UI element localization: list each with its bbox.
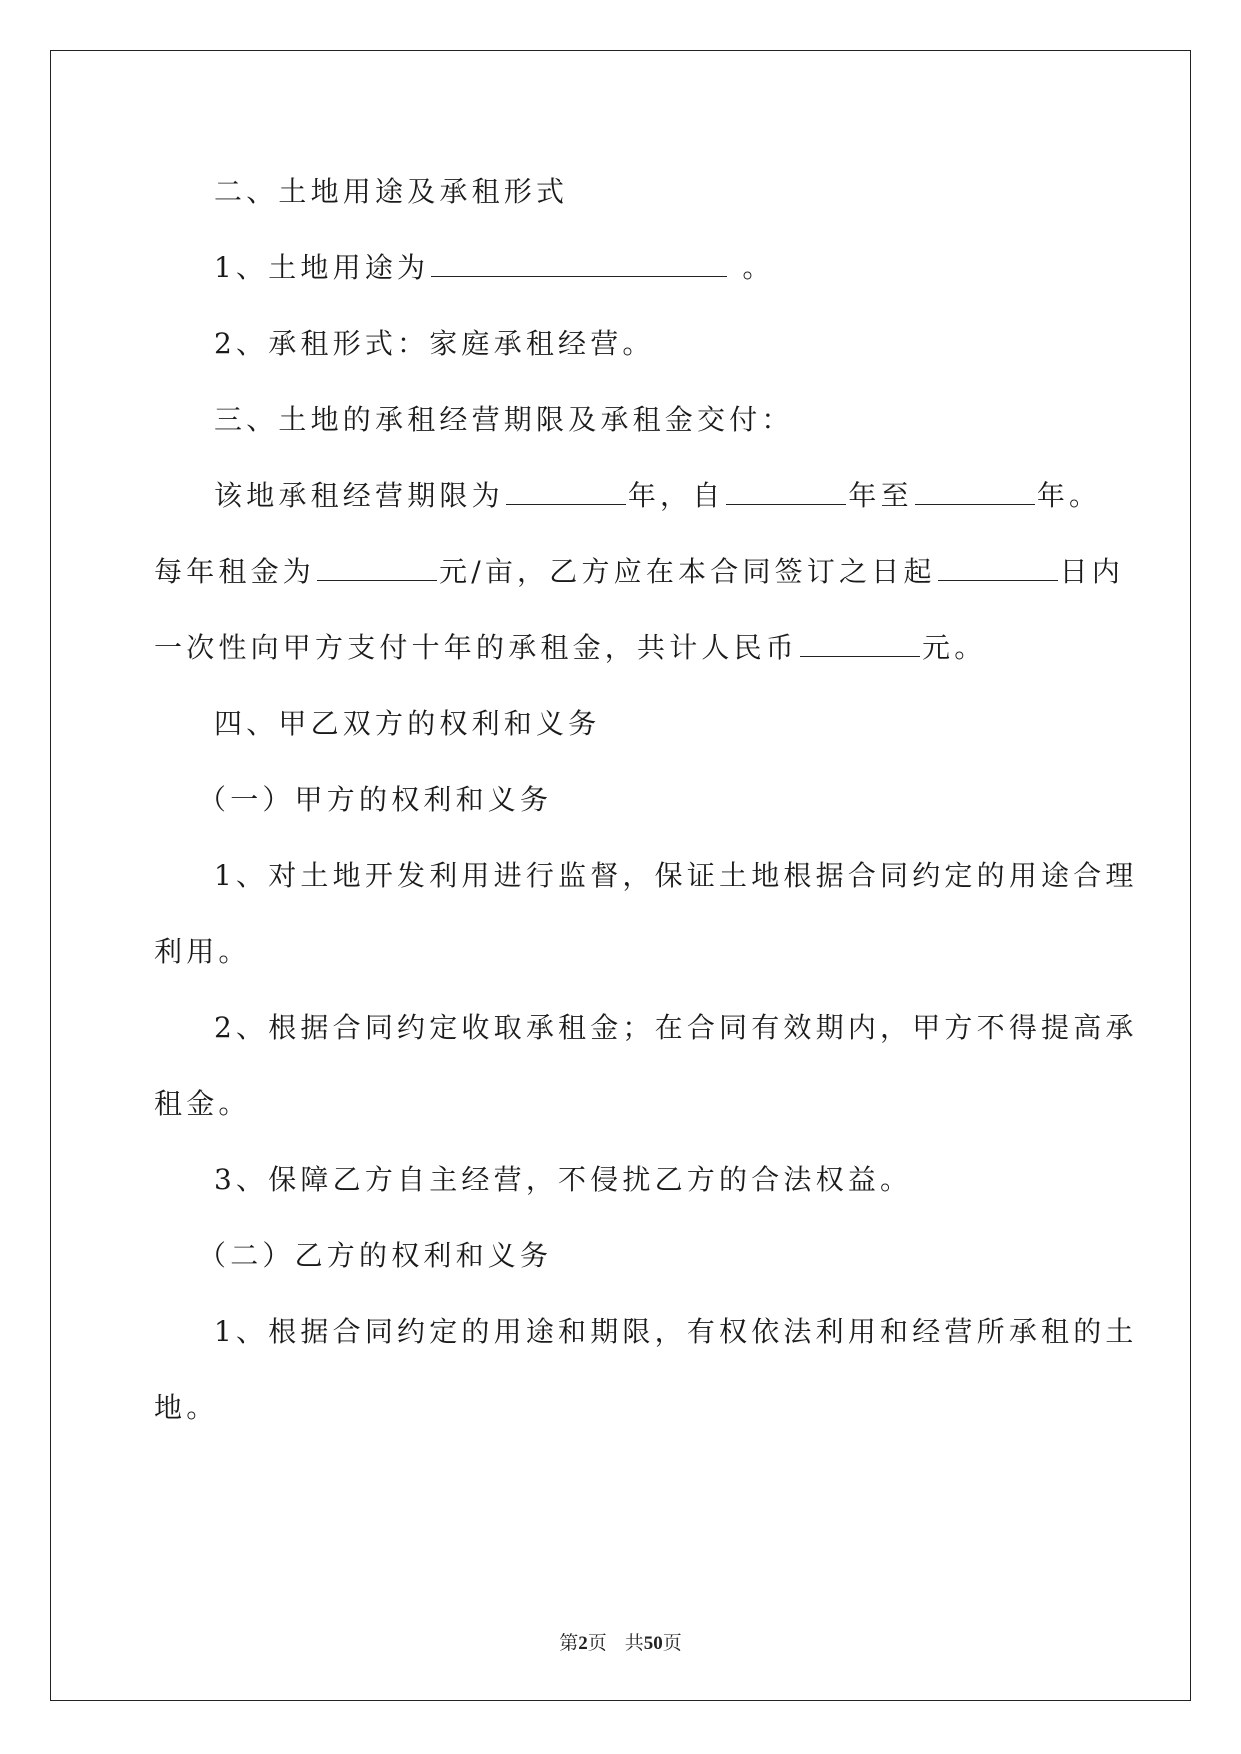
- text: 。: [742, 251, 775, 284]
- text: 1、对土地开发利用进行监督，保证土地根据合同约定的用途合理: [214, 859, 1138, 892]
- total-pages: 50: [643, 1633, 663, 1654]
- section-heading-2: [214, 172, 1154, 212]
- heading-text: 三、土地的承租经营期限及承租金交付：: [214, 403, 794, 436]
- subsection-heading-party-a: [198, 780, 1138, 820]
- footer-text: 页: [587, 1633, 607, 1654]
- text: 2、承租形式：家庭承租经营。: [214, 327, 655, 360]
- paragraph-a-1-cont: [154, 932, 1094, 972]
- page-footer: [0, 1628, 1241, 1655]
- text: 年。: [1036, 479, 1102, 512]
- text: 年至: [848, 479, 913, 512]
- fill-blank: [506, 476, 626, 505]
- page-number: 2: [578, 1633, 588, 1654]
- text: 1、根据合同约定的用途和期限，有权依法利用和经营所承租的土: [214, 1315, 1138, 1348]
- text: 年，自: [627, 479, 725, 512]
- text: 2、根据合同约定收取承租金；在合同有效期内，甲方不得提高承: [214, 1011, 1138, 1044]
- footer-text: 第: [559, 1633, 579, 1654]
- section-heading-4: [214, 704, 1154, 744]
- heading-text: （二）乙方的权利和义务: [198, 1239, 553, 1272]
- text: 该地承租经营期限为: [214, 479, 504, 512]
- fill-blank: [800, 628, 920, 657]
- heading-text: 二、土地用途及承租形式: [214, 175, 569, 208]
- fill-blank: [726, 476, 846, 505]
- text: 每年租金为: [154, 555, 316, 588]
- text: 3、保障乙方自主经营，不侵扰乙方的合法权益。: [214, 1163, 913, 1196]
- text: 租金。: [154, 1087, 251, 1120]
- text: 元。: [922, 631, 987, 664]
- text: 利用。: [154, 935, 251, 968]
- paragraph-term-cont-1: [154, 552, 1125, 592]
- text: 元/亩，乙方应在本合同签订之日起: [439, 555, 936, 588]
- section-heading-3: [214, 400, 1154, 440]
- footer-text: 页: [662, 1633, 682, 1654]
- subsection-heading-party-b: [198, 1236, 1138, 1276]
- paragraph-a-1: [214, 856, 1154, 896]
- paragraph-b-1-cont: [154, 1388, 1094, 1428]
- fill-blank: [915, 476, 1035, 505]
- fill-blank: [938, 552, 1058, 581]
- paragraph-a-2-cont: [154, 1084, 1094, 1124]
- text: 地。: [154, 1391, 219, 1424]
- paragraph-a-2: [214, 1008, 1154, 1048]
- text: 1、土地用途为: [214, 251, 430, 284]
- paragraph-lease-form: [214, 324, 1154, 364]
- heading-text: 四、甲乙双方的权利和义务: [214, 707, 601, 740]
- paragraph-term: [214, 476, 1154, 516]
- footer-text: 共: [624, 1633, 644, 1654]
- fill-blank: [317, 552, 437, 581]
- heading-text: （一）甲方的权利和义务: [198, 783, 553, 816]
- paragraph-b-1: [214, 1312, 1154, 1352]
- paragraph-term-cont-2: [154, 628, 1094, 668]
- text: 日内: [1059, 555, 1125, 588]
- fill-blank: [431, 248, 727, 277]
- text: 一次性向甲方支付十年的承租金，共计人民币: [154, 631, 799, 664]
- paragraph-a-3: [214, 1160, 1154, 1200]
- paragraph-land-use: [214, 248, 1154, 288]
